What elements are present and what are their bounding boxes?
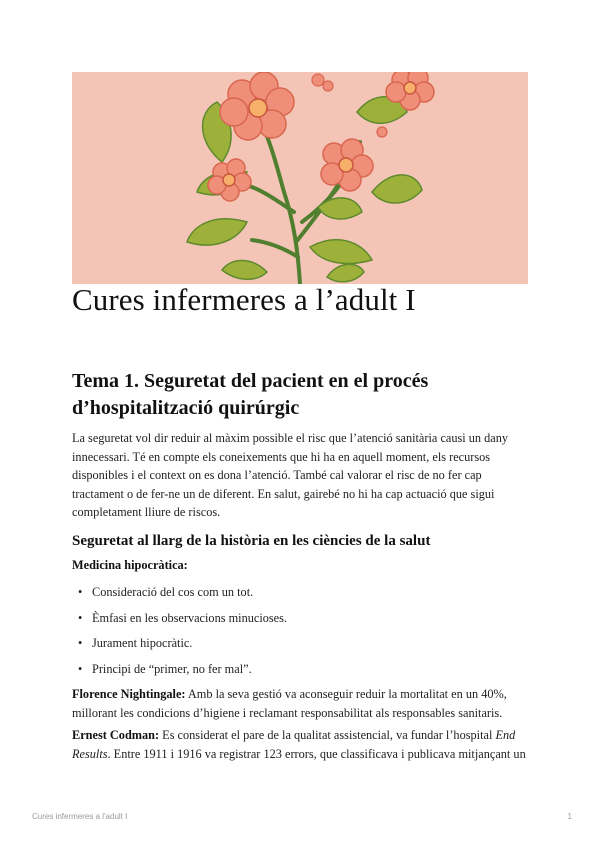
codman-paragraph xyxy=(72,726,528,763)
list-item xyxy=(72,631,528,657)
codman-text-before: Es considerat el pare de la qualitat assistencial, va fundar l’hospital xyxy=(159,728,496,742)
codman-name: Ernest Codman: xyxy=(72,728,160,742)
page-number: 1 xyxy=(567,812,572,821)
bullet-icon: • xyxy=(78,585,83,599)
list-item-text: Principi de “primer, no fer mal”. xyxy=(92,661,252,676)
nightingale-paragraph xyxy=(72,685,528,722)
cover-illustration xyxy=(72,72,528,284)
codman-hospital-name: End Results xyxy=(72,728,516,761)
list-item-text: Èmfasi en les observacions minucioses. xyxy=(92,610,287,625)
flower-illustration-icon xyxy=(72,72,528,284)
hippocratic-label: Medicina hipocràtica: xyxy=(72,558,188,572)
history-subheading: Seguretat al llarg de la història en les ciències de la salut xyxy=(72,533,431,549)
document-title: Cures infermeres a l’adult I xyxy=(72,282,416,317)
section-title: Tema 1. Seguretat del pacient en el procés d’hospitalització quirúrgic xyxy=(72,370,429,419)
codman-text-after: . Entre 1911 i 1916 va registrar 123 errors, que classificava i publicava mitjançant un xyxy=(107,746,526,761)
bullet-icon: • xyxy=(78,610,83,625)
nightingale-text: Amb la seva gestió va aconseguir reduir la mortalitat en un 40%, millorant les condicions d’higiene i reclamant responsabilitat als responsables sanitaris. xyxy=(72,687,507,720)
bullet-icon: • xyxy=(78,661,83,676)
footer-document-title: Cures infermeres a l'adult I xyxy=(32,812,128,821)
bullet-icon: • xyxy=(78,636,83,650)
list-item-text: Jurament hipocràtic. xyxy=(92,636,193,650)
list-item xyxy=(72,606,528,632)
hippocratic-list xyxy=(72,580,528,682)
intro-paragraph: La seguretat vol dir reduir al màxim possible el risc que l’atenció sanitària causi un dany innecessari. Té en compte els coneixements que hi ha en aquell moment, els recursos disponibles i el context on es dona l’atenció. També cal valorar el risc de no fer cap tractament o de fer-ne un de diferent. En salut, gairebé no hi ha cap actuació que sigui completament lliure de riscos. xyxy=(72,431,509,520)
list-item-text: Consideració del cos com un tot. xyxy=(92,585,254,599)
list-item xyxy=(72,657,528,683)
list-item xyxy=(72,580,528,606)
nightingale-name: Florence Nightingale: xyxy=(72,687,186,701)
